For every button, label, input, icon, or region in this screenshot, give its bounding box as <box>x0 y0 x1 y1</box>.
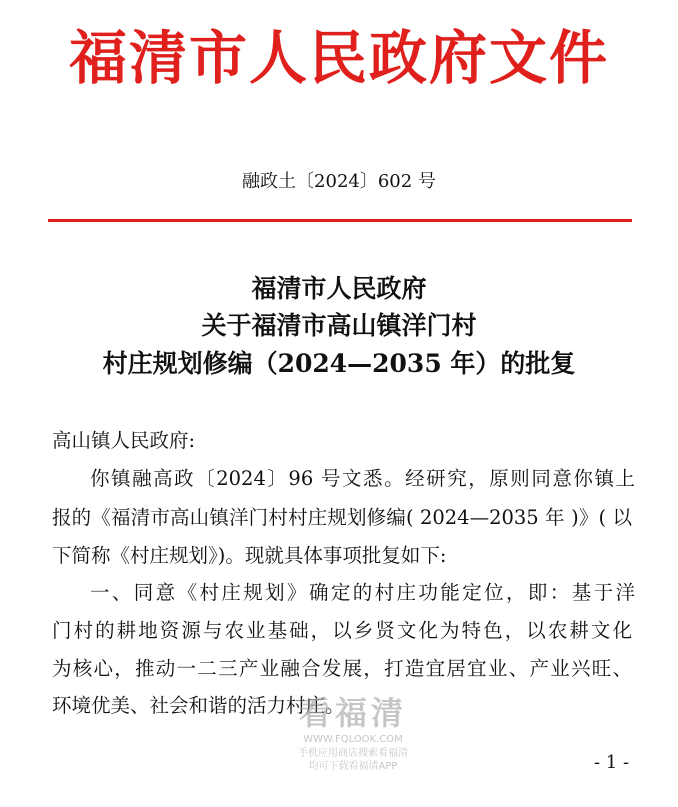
body-line-1: 你镇融高政〔2024〕96 号文悉。经研究，原则同意你镇上 <box>90 467 635 490</box>
page-number: - 1 - <box>594 752 630 773</box>
red-divider-line <box>48 219 632 222</box>
watermark-logo: 看福清 <box>298 694 407 732</box>
watermark-hint-1: 手机应用商店搜索看福清 <box>298 748 408 759</box>
body-line-2: 报的《福清市高山镇洋门村村庄规划修编( 2024—2035 年 )》( 以 <box>52 506 632 529</box>
body-line-6: 为核心，推动一二三产业融合发展，打造宜居宜业、产业兴旺、 <box>52 657 632 680</box>
watermark-hint-2: 均可下载看福清APP <box>308 761 398 772</box>
body-line-7: 环境优美、社会和谐的活力村庄。 <box>52 694 345 717</box>
addressee: 高山镇人民政府: <box>52 429 196 452</box>
title-line-1: 福清市人民政府 <box>251 274 427 303</box>
title-line-2: 关于福清市高山镇洋门村 <box>201 311 477 340</box>
body-line-5: 门村的耕地资源与农业基础，以乡贤文化为特色，以农耕文化 <box>52 619 632 642</box>
body-line-3: 下简称《村庄规划》)。现就具体事项批复如下: <box>52 544 447 567</box>
watermark-url: WWW.FQLOOK.COM <box>303 734 403 745</box>
document-masthead: 福清市人民政府文件 <box>68 24 609 92</box>
body-line-4: 一、同意《村庄规划》确定的村庄功能定位，即：基于洋 <box>90 581 635 604</box>
title-line-3: 村庄规划修编（2024—2035 年）的批复 <box>102 349 576 378</box>
document-number: 融政土〔2024〕602 号 <box>242 171 436 192</box>
